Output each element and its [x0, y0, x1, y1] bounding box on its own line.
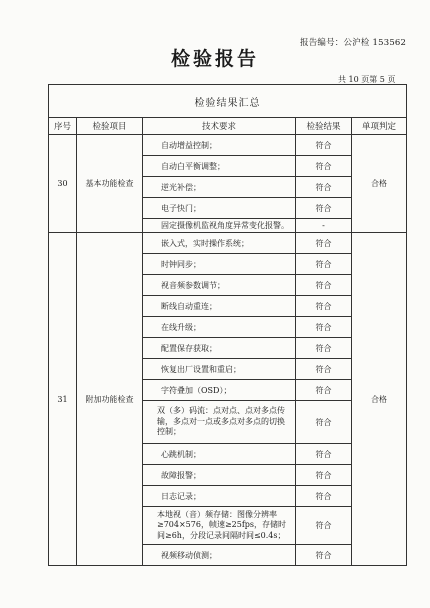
result-cell: 符合: [296, 507, 352, 545]
table-row: [49, 135, 407, 156]
requirement-cell: 逆光补偿；: [143, 177, 296, 198]
requirement-cell: 双（多）码流：点对点、点对多点传输，多点对一点或多点对多点的切换控制；: [143, 401, 296, 444]
result-cell: 符合: [296, 275, 352, 296]
requirement-cell: 在线升级；: [143, 317, 296, 338]
requirement-cell: 断线自动重连；: [143, 296, 296, 317]
table-header: [49, 118, 407, 135]
page-count: 共 10 页第 5 页: [338, 75, 396, 84]
group-item: 基本功能检查: [77, 135, 143, 233]
requirement-cell: 恢复出厂设置和重启；: [143, 359, 296, 380]
result-cell: 符合: [296, 359, 352, 380]
group-verdict: 合格: [352, 135, 407, 233]
requirement-cell: 时钟同步；: [143, 254, 296, 275]
requirement-cell: 心跳机制；: [143, 444, 296, 465]
group-item: 附加功能检查: [77, 233, 143, 566]
requirement-cell: 日志记录；: [143, 486, 296, 507]
result-cell: 符合: [296, 135, 352, 156]
result-cell: 符合: [296, 465, 352, 486]
results-table: [48, 84, 407, 566]
requirement-cell: 电子快门；: [143, 198, 296, 219]
result-cell: 符合: [296, 254, 352, 275]
requirement-cell: 视频移动侦测；: [143, 545, 296, 566]
requirement-cell: 故障报警；: [143, 465, 296, 486]
result-cell: 符合: [296, 545, 352, 566]
result-cell: 符合: [296, 486, 352, 507]
col-verdict-header: 单项判定: [352, 118, 407, 135]
result-cell: 符合: [296, 338, 352, 359]
table-row: [49, 233, 407, 254]
result-cell: 符合: [296, 156, 352, 177]
group-verdict: 合格: [352, 233, 407, 566]
group-number: 31: [49, 233, 77, 566]
result-cell: 符合: [296, 444, 352, 465]
col-no-header: 序号: [49, 118, 77, 135]
col-result-header: 检验结果: [296, 118, 352, 135]
requirement-cell: 自动增益控制；: [143, 135, 296, 156]
result-cell: 符合: [296, 401, 352, 444]
result-cell: 符合: [296, 380, 352, 401]
requirement-cell: 嵌入式，实时操作系统；: [143, 233, 296, 254]
result-cell: 符合: [296, 177, 352, 198]
col-req-header: 技术要求: [143, 118, 296, 135]
requirement-cell: 视音频参数调节；: [143, 275, 296, 296]
result-cell: 符合: [296, 296, 352, 317]
requirement-cell: 固定摄像机监视角度异常变化报警。: [143, 219, 296, 233]
requirement-cell: 配置保存获取；: [143, 338, 296, 359]
col-item-header: 检验项目: [77, 118, 143, 135]
requirement-cell: 自动白平衡调整；: [143, 156, 296, 177]
result-cell: 符合: [296, 317, 352, 338]
result-cell: -: [296, 219, 352, 233]
result-cell: 符合: [296, 233, 352, 254]
summary-title: 检验结果汇总: [49, 85, 407, 118]
requirement-cell: 本地视（音）频存储：图像分辨率≥704×576，帧速≥25fps，存储时间≥6h，分段记录间隔时间≤0.4s；: [143, 507, 296, 545]
report-number: 报告编号：公沪检 153562: [300, 38, 407, 48]
page-title: 检验报告: [170, 48, 259, 70]
group-number: 30: [49, 135, 77, 233]
result-cell: 符合: [296, 198, 352, 219]
requirement-cell: 字符叠加（OSD）；: [143, 380, 296, 401]
